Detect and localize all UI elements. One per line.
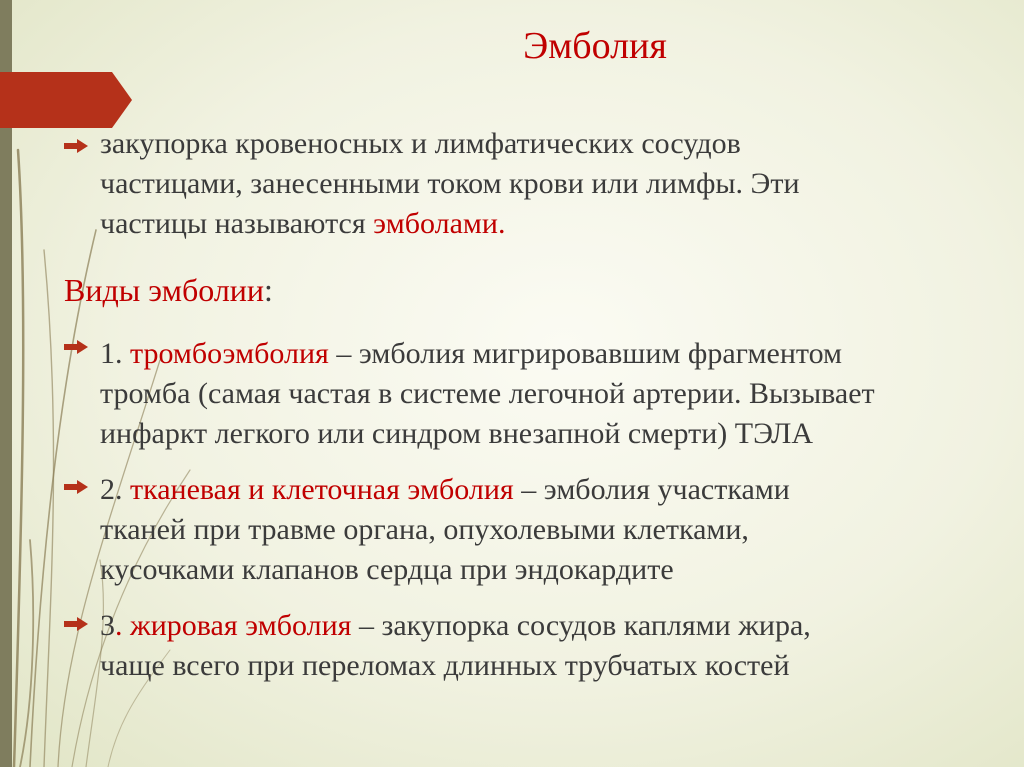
intro-line-text: частицы называются [100, 207, 374, 240]
arrow-bullet-icon [64, 617, 88, 631]
type-term: тканевая и клеточная эмболия [130, 473, 514, 506]
type-definition: – эмболия участками [513, 473, 790, 506]
type-line: тканей при травме органа, опухолевыми клетками, [100, 513, 749, 546]
arrow-bullet-icon [64, 340, 88, 354]
type-first-line [100, 606, 1000, 646]
intro-line: закупорка кровеносных и лимфатических сосудов [100, 127, 741, 160]
intro-line: частицами, занесенными током крови или лимфы. Эти [100, 167, 800, 200]
intro-line [100, 204, 1000, 244]
type-line: инфаркт легкого или синдром внезапной смерти) ТЭЛА [100, 417, 813, 450]
slide-title: Эмболия [523, 25, 667, 67]
types-heading [64, 272, 273, 309]
type-term: тромбоэмболия [130, 337, 329, 370]
type-number: 2. [100, 473, 130, 506]
type-line: чаще всего при переломах длинных трубчатых костей [100, 649, 790, 682]
type-first-line [100, 334, 1000, 374]
type-number: 1. [100, 337, 130, 370]
type-number: 3 [100, 609, 115, 642]
type-term: . жировая эмболия [115, 609, 352, 642]
arrow-bullet-icon [64, 139, 88, 153]
types-heading-colon: : [264, 272, 273, 308]
type-first-line [100, 470, 1000, 510]
type-item-1 [100, 334, 1000, 454]
title-arrow-shape [0, 72, 132, 128]
type-definition: – эмболия мигрировавшим фрагментом [328, 337, 843, 370]
type-item-3 [100, 606, 1000, 686]
type-definition: – закупорка сосудов каплями жира, [351, 609, 811, 642]
arrow-bullet-icon [64, 480, 88, 494]
emboli-term: эмболами. [373, 207, 506, 240]
type-line: кусочками клапанов сердца при эндокардите [100, 553, 674, 586]
types-heading-text: Виды эмболии [64, 272, 265, 308]
type-line: тромба (самая частая в системе легочной артерии. Вызывает [100, 377, 875, 410]
intro-paragraph [100, 124, 1000, 244]
type-item-2 [100, 470, 1000, 590]
